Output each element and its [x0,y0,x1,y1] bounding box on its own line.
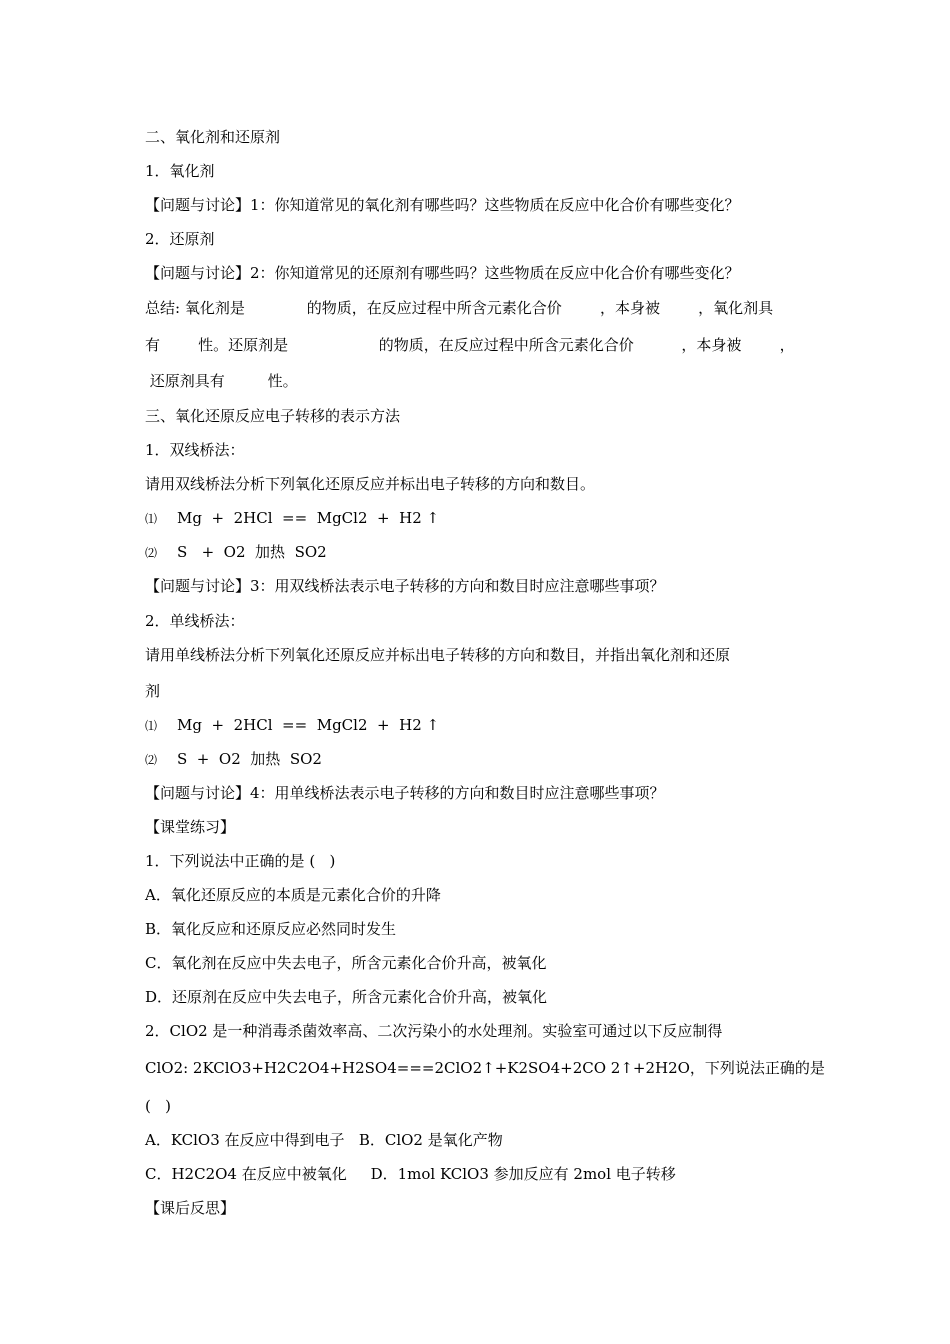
doc-line: 总结: 氧化剂是 的物质，在反应过程中所含元素化合价 ，本身被 ，氧化剂具 [145,299,774,317]
list-number: ⑴ [145,719,158,733]
doc-line: 2．还原剂 [145,230,215,248]
list-number: ⑵ [145,753,158,767]
doc-line: 1．双线桥法： [145,441,245,459]
doc-line: 【问题与讨论】4：用单线桥法表示电子转移的方向和数目时应注意哪些事项？ [145,784,665,802]
doc-line: C．H2C2O4 在反应中被氧化 D．1mol KClO3 参加反应有 2mol 电子转移 [145,1165,676,1183]
doc-line: C．氧化剂在反应中失去电子，所含元素化合价升高，被氧化 [145,954,547,972]
doc-line: 【问题与讨论】1：你知道常见的氧化剂有哪些吗？这些物质在反应中化合价有哪些变化？ [145,196,740,214]
doc-line: 【问题与讨论】2：你知道常见的还原剂有哪些吗？这些物质在反应中化合价有哪些变化？ [145,264,740,282]
doc-line: 【课堂练习】 [145,818,236,836]
doc-line: 剂 [145,682,161,700]
doc-line: 2．单线桥法： [145,612,245,630]
equation-line: ⑴ Mg + 2HCl == MgCl2 + H2 ↑ [145,509,440,527]
list-number: ⑵ [145,546,158,560]
doc-line: A．KClO3 在反应中得到电子 B．ClO2 是氧化产物 [145,1131,503,1149]
equation-line: ⑴ Mg + 2HCl == MgCl2 + H2 ↑ [145,716,440,734]
doc-line: 2．ClO2 是一种消毒杀菌效率高、二次污染小的水处理剂。实验室可通过以下反应制得 [145,1022,723,1040]
doc-line: A．氧化还原反应的本质是元素化合价的升降 [145,886,441,904]
doc-line: 1．下列说法中正确的是 ( ) [145,852,336,870]
doc-line: 二、氧化剂和还原剂 [145,128,281,146]
doc-line: 还原剂具有 性。 [145,372,298,390]
doc-line: ( ) [145,1097,172,1115]
doc-line: 请用单线桥法分析下列氧化还原反应并标出电子转移的方向和数目，并指出氧化剂和还原 [145,646,731,664]
doc-line: 请用双线桥法分析下列氧化还原反应并标出电子转移的方向和数目。 [145,475,596,493]
equation-line: ⑵ S + O2 加热 SO2 [145,543,327,561]
doc-line: D．还原剂在反应中失去电子，所含元素化合价升高，被氧化 [145,988,548,1006]
list-number: ⑴ [145,512,158,526]
doc-line: 【问题与讨论】3：用双线桥法表示电子转移的方向和数目时应注意哪些事项？ [145,577,665,595]
equation-line: ⑵ S + O2 加热 SO2 [145,750,322,768]
doc-line: 【课后反思】 [145,1199,236,1217]
doc-line: 1．氧化剂 [145,162,215,180]
doc-line: 三、氧化还原反应电子转移的表示方法 [145,407,401,425]
doc-line: B．氧化反应和还原反应必然同时发生 [145,920,397,938]
doc-line: 有 性。还原剂是 的物质，在反应过程中所含元素化合价 ，本身被 ， [145,336,795,354]
doc-line: ClO2: 2KClO3+H2C2O4+H2SO4===2ClO2↑+K2SO4+2CO 2↑+2H2O，下列说法正确的是 [145,1059,825,1077]
